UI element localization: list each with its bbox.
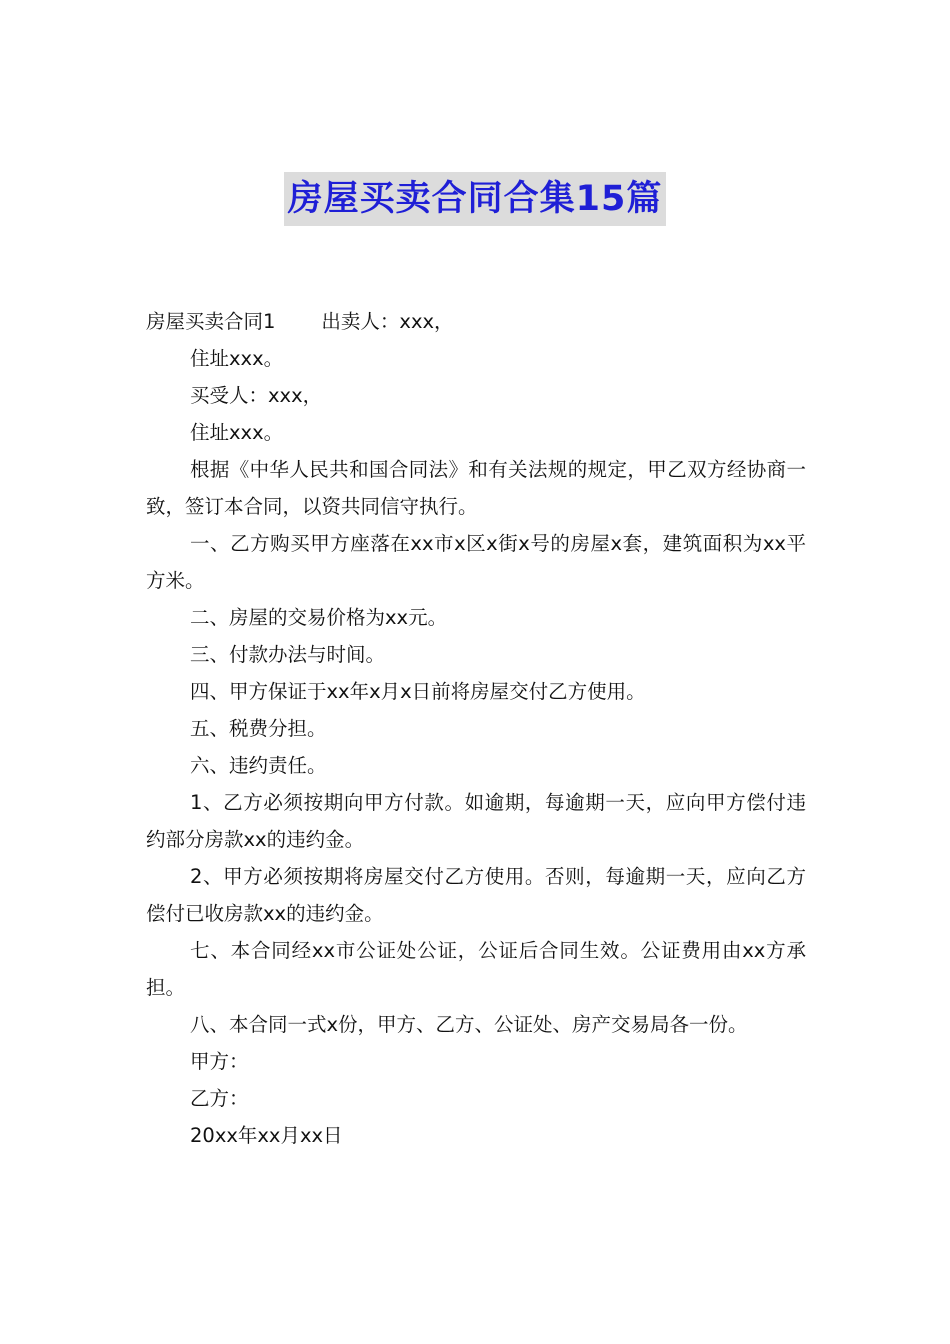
- clause-2: 二、房屋的交易价格为xx元。: [190, 606, 448, 629]
- clause-5: 五、税费分担。: [190, 717, 327, 740]
- document-body: [146, 303, 806, 1154]
- clause-3: 三、付款办法与时间。: [190, 643, 386, 666]
- clause-6-item-1: 1、乙方必须按期向甲方付款。如逾期，每逾期一天，应向甲方偿付违约部分房款xx的违约金。: [146, 791, 806, 851]
- clause-6: 六、违约责任。: [190, 754, 327, 777]
- clause-1: 一、乙方购买甲方座落在xx市x区x街x号的房屋x套，建筑面积为xx平方米。: [146, 532, 806, 592]
- clause-8: 八、本合同一式x份，甲方、乙方、公证处、房产交易局各一份。: [190, 1013, 748, 1036]
- document-title: 房屋买卖合同合集15篇: [284, 172, 667, 226]
- title-container: [0, 172, 950, 226]
- seller-line: 出卖人：xxx，: [321, 310, 454, 333]
- buyer-line: 买受人：xxx，: [190, 384, 323, 407]
- seller-address: 住址xxx。: [190, 347, 284, 370]
- signing-date: 20xx年xx月xx日: [190, 1124, 343, 1147]
- clause-4: 四、甲方保证于xx年x月x日前将房屋交付乙方使用。: [190, 680, 646, 703]
- clause-6-item-2: 2、甲方必须按期将房屋交付乙方使用。否则，每逾期一天，应向乙方偿付已收房款xx的违约金。: [146, 865, 806, 925]
- preamble-paragraph: 根据《中华人民共和国合同法》和有关法规的规定，甲乙双方经协商一致，签订本合同，以资共同信守执行。: [146, 458, 806, 518]
- buyer-address: 住址xxx。: [190, 421, 284, 444]
- contract-heading: 房屋买卖合同1: [146, 310, 276, 333]
- party-b-signature: 乙方：: [190, 1087, 249, 1110]
- contract-heading-line: [146, 303, 806, 340]
- clause-7: 七、本合同经xx市公证处公证，公证后合同生效。公证费用由xx方承担。: [146, 939, 806, 999]
- party-a-signature: 甲方：: [190, 1050, 249, 1073]
